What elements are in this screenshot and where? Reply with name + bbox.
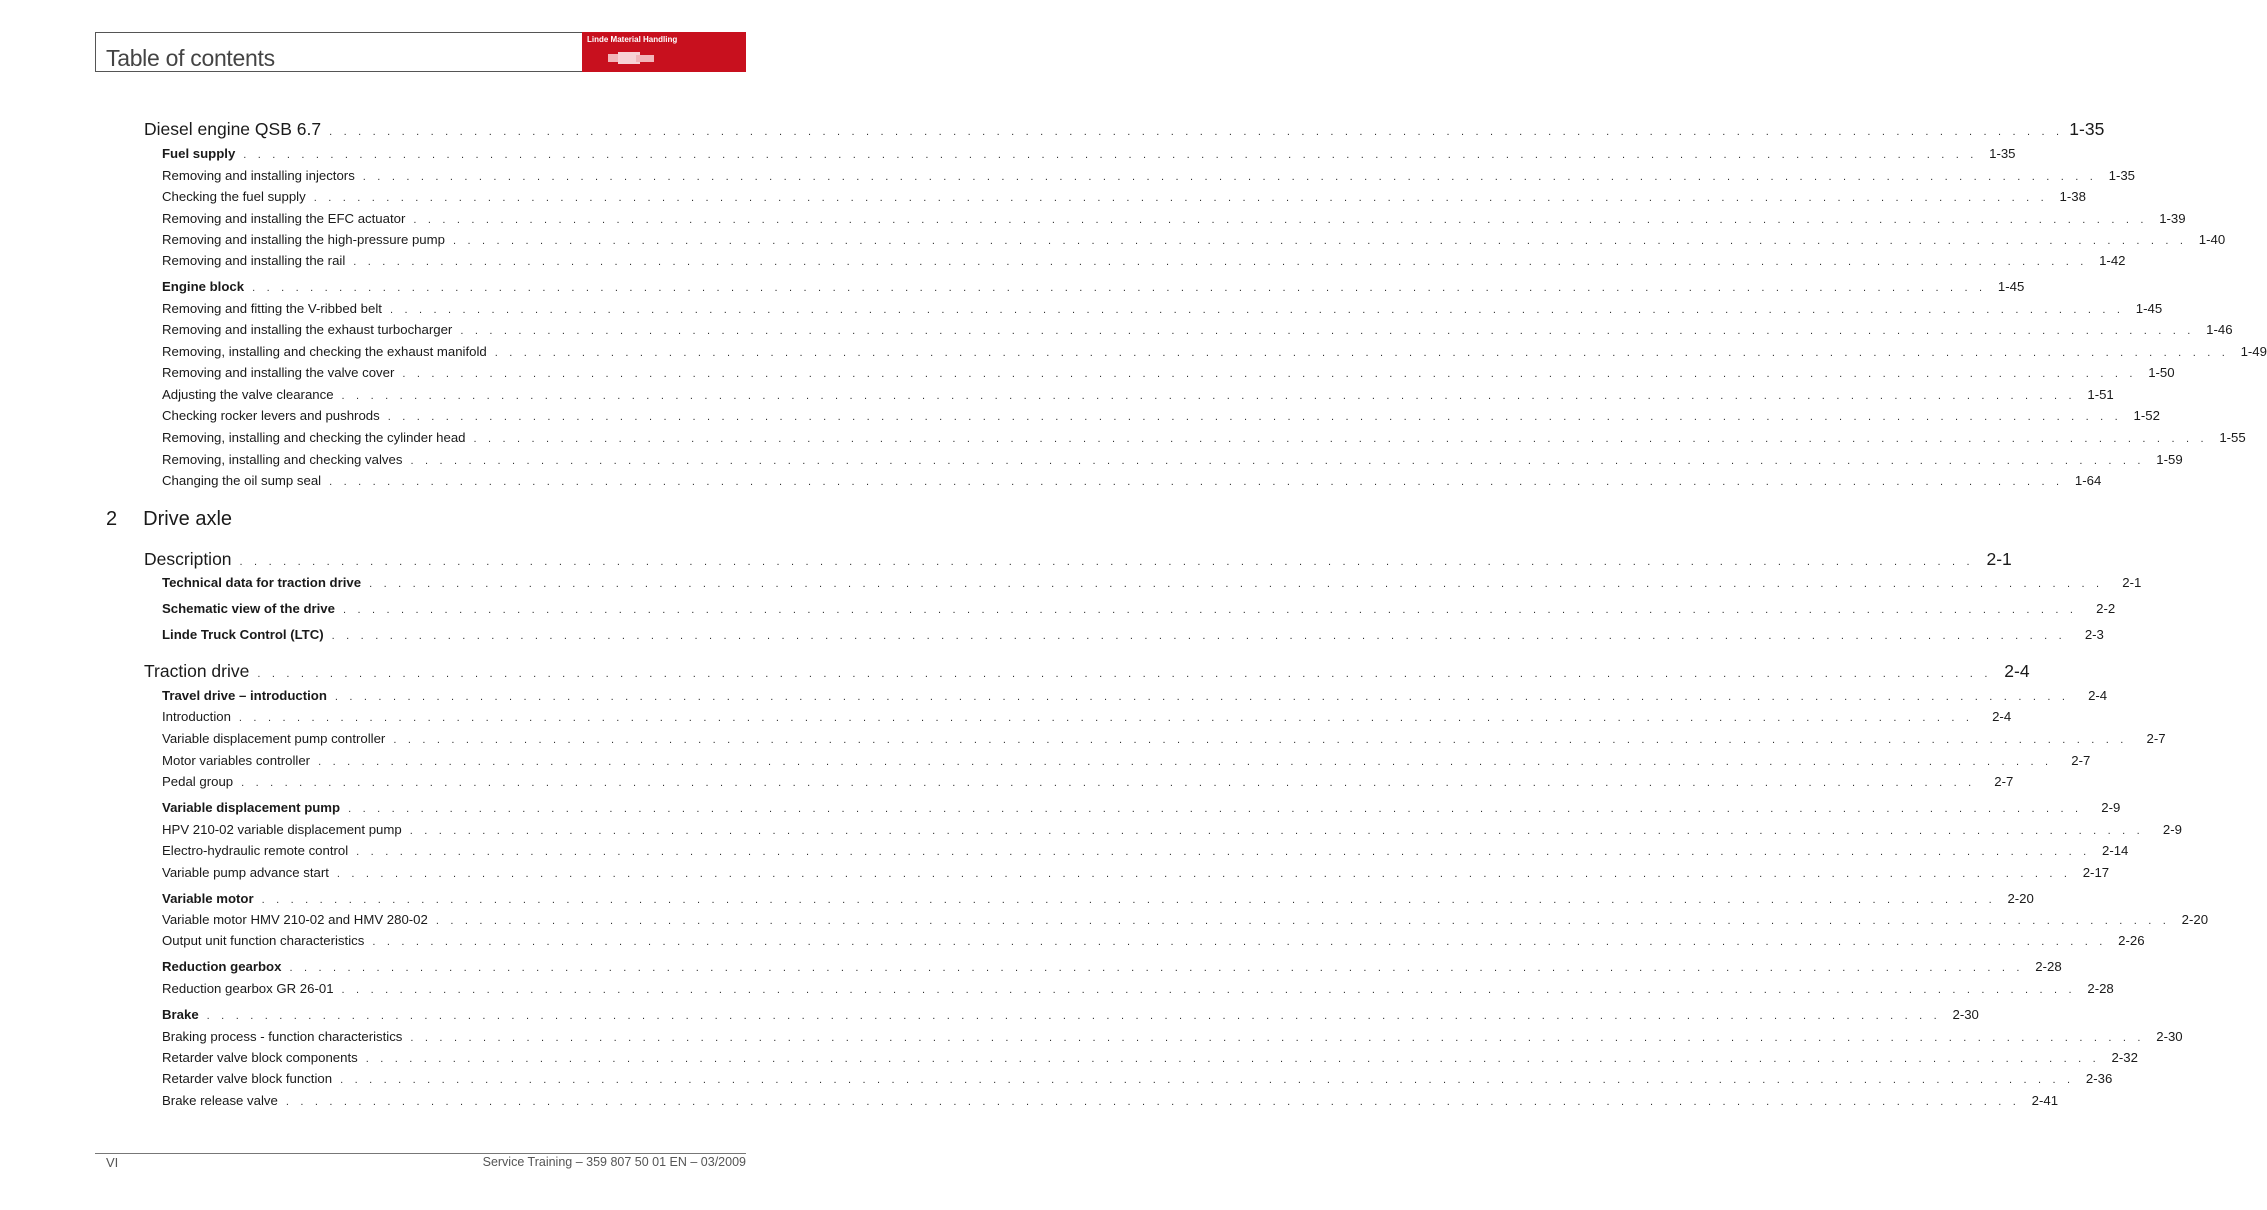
toc-entry-page: 1-46 bbox=[2206, 322, 2233, 337]
toc-entry bbox=[162, 573, 2142, 593]
toc-leader-dots: . . . . . . . . . . . . . . . . . . . . . . . . . . . . . . . . . . . . . . . . . . . . . . . . . . . . . . . . . . . . . . . . . . . . . . . . . . . . . . . . . . . . . . . . . . . . . . . . . . . . . . . . . . . . . . . . . . . . . . . . bbox=[452, 235, 2188, 247]
toc-leader-dots: . . . . . . . . . . . . . . . . . . . . . . . . . . . . . . . . . . . . . . . . . . . . . . . . . . . . . . . . . . . . . . . . . . . . . . . . . . . . . . . . . . . . . . . . . . . . . . . . . . . . . . . . . . . . . . . . . . . . . . . . bbox=[341, 984, 2076, 996]
toc-entry bbox=[162, 471, 2102, 491]
toc-entry-page: 2-1 bbox=[2122, 575, 2142, 590]
toc-entry bbox=[162, 1091, 2059, 1111]
toc-entry-title: Diesel engine QSB 6.7 bbox=[144, 119, 322, 139]
toc-entry bbox=[162, 230, 2226, 250]
toc-entry-page: 2-7 bbox=[2071, 753, 2091, 768]
toc-entry-title: Changing the oil sump seal bbox=[162, 473, 322, 488]
toc-entry-title: Retarder valve block components bbox=[162, 1050, 358, 1065]
toc-entry-title: Variable displacement pump bbox=[162, 800, 341, 815]
chapter-heading bbox=[106, 508, 232, 531]
toc-leader-dots: . . . . . . . . . . . . . . . . . . . . . . . . . . . . . . . . . . . . . . . . . . . . . . . . . . . . . . . . . . . . . . . . . . . . . . . . . . . . . . . . . . . . . . . . . . . . . . . . . . . . . . . . . . . . . . . . . . . . . . . . bbox=[334, 691, 2070, 703]
toc-entry-page: 2-1 bbox=[1986, 549, 2012, 569]
toc-entry-title: Introduction bbox=[162, 709, 231, 724]
toc-entry bbox=[162, 1069, 2113, 1089]
toc-entry bbox=[162, 841, 2129, 861]
toc-entry-title: Removing and installing injectors bbox=[162, 168, 355, 183]
toc-leader-dots: . . . . . . . . . . . . . . . . . . . . . . . . . . . . . . . . . . . . . . . . . . . . . . . . . . . . . . . . . . . . . . . . . . . . . . . . . . . . . . . . . . . . . . . . . . . . . . . . . . . . . . . . . . . . . . . . . . . . . . . . bbox=[289, 962, 2024, 974]
toc-leader-dots: . . . . . . . . . . . . . . . . . . . . . . . . . . . . . . . . . . . . . . . . . . . . . . . . . . . . . . . . . . . . . . . . . . . . . . . . . . . . . . . . . . . . . . . . . . . . . . . . . . . . . . . . . . . . . . . . . . . . . . . . bbox=[365, 1053, 2100, 1065]
toc-entry-title: Removing, installing and checking the exhaust manifold bbox=[162, 344, 487, 359]
toc-entry-title: Traction drive bbox=[144, 661, 250, 681]
toc-entry-page: 2-14 bbox=[2102, 843, 2129, 858]
toc-entry-title: Variable displacement pump controller bbox=[162, 731, 386, 746]
toc-leader-dots: . . . . . . . . . . . . . . . . . . . . . . . . . . . . . . . . . . . . . . . . . . . . . . . . . . . . . . . . . . . . . . . . . . . . . . . . . . . . . . . . . . . . . . . . . . . . . . . . . . . . . . . . . . . . . . . . . . . . . . . . bbox=[329, 476, 2064, 488]
toc-entry bbox=[162, 320, 2233, 340]
toc-leader-dots: . . . . . . . . . . . . . . . . . . . . . . . . . . . . . . . . . . . . . . . . . . . . . . . . . . . . . . . . . . . . . . . . . . . . . . . . . . . . . . . . . . . . . . . . . . . . . . . . . . . . . . . . . . . . . . . . . . . . . . . . bbox=[206, 1010, 1941, 1022]
toc-entry-page: 2-36 bbox=[2085, 1071, 2113, 1086]
toc-section-heading bbox=[144, 658, 2030, 684]
toc-leader-dots: . . . . . . . . . . . . . . . . . . . . . . . . . . . . . . . . . . . . . . . . . . . . . . . . . . . . . . . . . . . . . . . . . . . . . . . . . . . . . . . . . . . . . . . . . . . . . . . . . . . . . . . . . . . . . . . . . . . . . . . . bbox=[409, 825, 2144, 837]
toc-leader-dots: . . . . . . . . . . . . . . . . . . . . . . . . . . . . . . . . . . . . . . . . . . . . . . . . . . . . . . . . . . . . . . . . . . . . . . . . . . . . . . . . . . . . . . . . . . . . . . . . . . . . . . . . . . . . . . . . . . . . . . . . bbox=[285, 1096, 2021, 1108]
toc-leader-dots: . . . . . . . . . . . . . . . . . . . . . . . . . . . . . . . . . . . . . . . . . . . . . . . . . . . . . . . . . . . . . . . . . . . . . . . . . . . . . . . . . . . . . . . . . . . . . . . . . . . . . . . . . . . . . . . . . . . . . . . . bbox=[410, 1032, 2145, 1044]
toc-section-heading bbox=[144, 546, 2012, 572]
chapter-title: Drive axle bbox=[143, 508, 233, 530]
toc-entry-title: HPV 210-02 variable displacement pump bbox=[162, 822, 402, 837]
toc-leader-dots: . . . . . . . . . . . . . . . . . . . . . . . . . . . . . . . . . . . . . . . . . . . . . . . . . . . . . . . . . . . . . . . . . . . . . . . . . . . . . . . . . . . . . . . . . . . . . . . . . . . . . . . . . . . . . . . . . . . . . . . . bbox=[389, 304, 2125, 316]
toc-leader-dots: . . . . . . . . . . . . . . . . . . . . . . . . . . . . . . . . . . . . . . . . . . . . . . . . . . . . . . . . . . . . . . . . . . . . . . . . . . . . . . . . . . . . . . . . . . . . . . . . . . . . . . . . . . . . . . . . . . . . . . . . bbox=[238, 712, 1974, 724]
toc-entry-title: Adjusting the valve clearance bbox=[162, 387, 334, 402]
toc-entry-title: Removing and fitting the V-ribbed belt bbox=[162, 301, 382, 316]
toc-entry-title: Removing, installing and checking valves bbox=[162, 452, 403, 467]
toc-entry-title: Fuel supply bbox=[162, 146, 236, 161]
toc-leader-dots: . . . . . . . . . . . . . . . . . . . . . . . . . . . . . . . . . . . . . . . . . . . . . . . . . . . . . . . . . . . . . . . . . . . . . . . . . . . . . . . . . . . . . . . . . . . . . . . . . . . . . . . . . . . . . . . . . . . . . . . . bbox=[241, 777, 1976, 789]
toc-entry bbox=[162, 889, 2034, 909]
toc-entry-title: Brake bbox=[162, 1007, 199, 1022]
toc-entry bbox=[162, 863, 2110, 883]
toc-entry-title: Removing and installing the valve cover bbox=[162, 365, 395, 380]
page-title: Table of contents bbox=[106, 45, 275, 71]
toc-entry-title: Engine block bbox=[162, 279, 245, 294]
toc-entry-title: Motor variables controller bbox=[162, 753, 311, 768]
toc-entry-page: 1-55 bbox=[2219, 430, 2246, 445]
toc-leader-dots: . . . . . . . . . . . . . . . . . . . . . . . . . . . . . . . . . . . . . . . . . . . . . . . . . . . . . . . . . . . . . . . . . . . . . . . . . . . . . . . . . . . . . . . . . . . . . . . . . . . . . . . . . . . . . . . . . . . . . . . . bbox=[329, 126, 2064, 138]
toc-entry bbox=[162, 599, 2116, 619]
toc-leader-dots: . . . . . . . . . . . . . . . . . . . . . . . . . . . . . . . . . . . . . . . . . . . . . . . . . . . . . . . . . . . . . . . . . . . . . . . . . . . . . . . . . . . . . . . . . . . . . . . . . . . . . . . . . . . . . . . . . . . . . . . . bbox=[393, 734, 2128, 746]
toc-entry bbox=[162, 209, 2186, 229]
toc-entry bbox=[162, 385, 2114, 405]
toc-entry-page: 2-3 bbox=[2084, 627, 2104, 642]
toc-entry bbox=[162, 1005, 1979, 1025]
toc-entry bbox=[162, 428, 2246, 448]
toc-entry bbox=[162, 625, 2104, 645]
toc-entry-title: Checking the fuel supply bbox=[162, 189, 306, 204]
toc-entry bbox=[162, 729, 2166, 749]
toc-entry bbox=[162, 979, 2114, 999]
toc-entry-page: 1-40 bbox=[2198, 232, 2226, 247]
toc-entry-page: 2-41 bbox=[2031, 1093, 2059, 1108]
toc-entry-title: Technical data for traction drive bbox=[162, 575, 362, 590]
toc-entry-page: 1-35 bbox=[2069, 119, 2105, 139]
toc-entry-title: Retarder valve block function bbox=[162, 1071, 333, 1086]
toc-entry-page: 1-35 bbox=[2108, 168, 2136, 183]
toc-entry-page: 1-39 bbox=[2159, 211, 2186, 226]
toc-entry bbox=[162, 686, 2108, 706]
toc-entry-page: 2-4 bbox=[2088, 688, 2108, 703]
toc-entry bbox=[162, 277, 2025, 297]
toc-leader-dots: . . . . . . . . . . . . . . . . . . . . . . . . . . . . . . . . . . . . . . . . . . . . . . . . . . . . . . . . . . . . . . . . . . . . . . . . . . . . . . . . . . . . . . . . . . . . . . . . . . . . . . . . . . . . . . . . . . . . . . . . bbox=[460, 325, 2195, 337]
toc-entry-page: 2-28 bbox=[2035, 959, 2062, 974]
toc-leader-dots: . . . . . . . . . . . . . . . . . . . . . . . . . . . . . . . . . . . . . . . . . . . . . . . . . . . . . . . . . . . . . . . . . . . . . . . . . . . . . . . . . . . . . . . . . . . . . . . . . . . . . . . . . . . . . . . . . . . . . . . . bbox=[257, 668, 1992, 680]
toc-entry-page: 2-2 bbox=[2096, 601, 2116, 616]
toc-entry-page: 2-20 bbox=[2181, 912, 2209, 927]
toc-entry bbox=[162, 1048, 2138, 1068]
toc-entry-page: 2-4 bbox=[2004, 661, 2030, 681]
toc-entry-title: Electro-hydraulic remote control bbox=[162, 843, 349, 858]
toc-entry-page: 2-9 bbox=[2162, 822, 2182, 837]
toc-entry-title: Variable motor bbox=[162, 891, 254, 906]
toc-entry bbox=[162, 1027, 2183, 1047]
toc-entry-title: Schematic view of the drive bbox=[162, 601, 335, 616]
toc-entry-page: 2-20 bbox=[2007, 891, 2034, 906]
toc-leader-dots: . . . . . . . . . . . . . . . . . . . . . . . . . . . . . . . . . . . . . . . . . . . . . . . . . . . . . . . . . . . . . . . . . . . . . . . . . . . . . . . . . . . . . . . . . . . . . . . . . . . . . . . . . . . . . . . . . . . . . . . . bbox=[336, 868, 2072, 880]
toc-entry bbox=[162, 798, 2121, 818]
toc-leader-dots: . . . . . . . . . . . . . . . . . . . . . . . . . . . . . . . . . . . . . . . . . . . . . . . . . . . . . . . . . . . . . . . . . . . . . . . . . . . . . . . . . . . . . . . . . . . . . . . . . . . . . . . . . . . . . . . . . . . . . . . . bbox=[494, 347, 2229, 359]
toc-entry-page: 2-7 bbox=[1994, 774, 2014, 789]
footer-reference: Service Training – 359 807 50 01 EN – 03/2009 bbox=[482, 1155, 746, 1169]
toc-entry-title: Reduction gearbox bbox=[162, 959, 282, 974]
toc-entry-title: Output unit function characteristics bbox=[162, 933, 365, 948]
toc-entry-page: 1-50 bbox=[2148, 365, 2175, 380]
toc-leader-dots: . . . . . . . . . . . . . . . . . . . . . . . . . . . . . . . . . . . . . . . . . . . . . . . . . . . . . . . . . . . . . . . . . . . . . . . . . . . . . . . . . . . . . . . . . . . . . . . . . . . . . . . . . . . . . . . . . . . . . . . . bbox=[362, 171, 2098, 183]
toc-entry-page: 2-7 bbox=[2146, 731, 2166, 746]
toc-entry-page: 1-45 bbox=[1997, 279, 2025, 294]
toc-leader-dots: . . . . . . . . . . . . . . . . . . . . . . . . . . . . . . . . . . . . . . . . . . . . . . . . . . . . . . . . . . . . . . . . . . . . . . . . . . . . . . . . . . . . . . . . . . . . . . . . . . . . . . . . . . . . . . . . . . . . . . . . bbox=[413, 214, 2148, 226]
toc-leader-dots: . . . . . . . . . . . . . . . . . . . . . . . . . . . . . . . . . . . . . . . . . . . . . . . . . . . . . . . . . . . . . . . . . . . . . . . . . . . . . . . . . . . . . . . . . . . . . . . . . . . . . . . . . . . . . . . . . . . . . . . . bbox=[340, 1074, 2075, 1086]
toc-section-heading bbox=[144, 116, 2105, 142]
toc-entry bbox=[162, 820, 2182, 840]
toc-leader-dots: . . . . . . . . . . . . . . . . . . . . . . . . . . . . . . . . . . . . . . . . . . . . . . . . . . . . . . . . . . . . . . . . . . . . . . . . . . . . . . . . . . . . . . . . . . . . . . . . . . . . . . . . . . . . . . . . . . . . . . . . bbox=[473, 433, 2208, 445]
toc-entry bbox=[162, 957, 2062, 977]
toc-leader-dots: . . . . . . . . . . . . . . . . . . . . . . . . . . . . . . . . . . . . . . . . . . . . . . . . . . . . . . . . . . . . . . . . . . . . . . . . . . . . . . . . . . . . . . . . . . . . . . . . . . . . . . . . . . . . . . . . . . . . . . . . bbox=[252, 282, 1987, 294]
toc-entry-page: 2-30 bbox=[2156, 1029, 2183, 1044]
toc-entry-title: Reduction gearbox GR 26-01 bbox=[162, 981, 334, 996]
toc-entry-page: 2-26 bbox=[2118, 933, 2145, 948]
toc-entry bbox=[162, 166, 2136, 186]
toc-entry bbox=[162, 406, 2160, 426]
brand-name: Linde Material Handling bbox=[587, 35, 678, 44]
toc-leader-dots: . . . . . . . . . . . . . . . . . . . . . . . . . . . . . . . . . . . . . . . . . . . . . . . . . . . . . . . . . . . . . . . . . . . . . . . . . . . . . . . . . . . . . . . . . . . . . . . . . . . . . . . . . . . . . . . . . . . . . . . . bbox=[435, 915, 2171, 927]
toc-entry-page: 2-32 bbox=[2111, 1050, 2138, 1065]
toc-entry-title: Removing and installing the exhaust turbocharger bbox=[162, 322, 453, 337]
toc-leader-dots: . . . . . . . . . . . . . . . . . . . . . . . . . . . . . . . . . . . . . . . . . . . . . . . . . . . . . . . . . . . . . . . . . . . . . . . . . . . . . . . . . . . . . . . . . . . . . . . . . . . . . . . . . . . . . . . . . . . . . . . . bbox=[261, 894, 1996, 906]
toc-entry-title: Description bbox=[144, 549, 232, 569]
toc-leader-dots: . . . . . . . . . . . . . . . . . . . . . . . . . . . . . . . . . . . . . . . . . . . . . . . . . . . . . . . . . . . . . . . . . . . . . . . . . . . . . . . . . . . . . . . . . . . . . . . . . . . . . . . . . . . . . . . . . . . . . . . . bbox=[372, 936, 2107, 948]
toc-entry-title: Braking process - function characteristics bbox=[162, 1029, 403, 1044]
toc-entry-title: Removing, installing and checking the cylinder head bbox=[162, 430, 466, 445]
toc-entry bbox=[162, 450, 2183, 470]
toc-entry-title: Removing and installing the high-pressure pump bbox=[162, 232, 445, 247]
toc-entry-page: 2-4 bbox=[1992, 709, 2012, 724]
footer-divider bbox=[95, 1153, 746, 1154]
toc-entry-page: 1-45 bbox=[2135, 301, 2163, 316]
toc-entry-page: 1-38 bbox=[2059, 189, 2086, 204]
toc-entry-title: Linde Truck Control (LTC) bbox=[162, 627, 324, 642]
toc-entry bbox=[162, 299, 2163, 319]
toc-entry-page: 1-64 bbox=[2074, 473, 2102, 488]
toc-entry-page: 1-42 bbox=[2099, 253, 2126, 268]
toc-entry-title: Removing and installing the rail bbox=[162, 253, 346, 268]
toc-entry-title: Checking rocker levers and pushrods bbox=[162, 408, 380, 423]
toc-entry-page: 1-51 bbox=[2087, 387, 2114, 402]
toc-entry-page: 1-59 bbox=[2156, 452, 2183, 467]
toc-leader-dots: . . . . . . . . . . . . . . . . . . . . . . . . . . . . . . . . . . . . . . . . . . . . . . . . . . . . . . . . . . . . . . . . . . . . . . . . . . . . . . . . . . . . . . . . . . . . . . . . . . . . . . . . . . . . . . . . . . . . . . . . bbox=[348, 803, 2083, 815]
toc-entry bbox=[162, 910, 2209, 930]
toc-entry-title: Variable pump advance start bbox=[162, 865, 329, 880]
toc-entry bbox=[162, 707, 2012, 727]
footer-page-number: VI bbox=[106, 1155, 119, 1170]
toc-leader-dots: . . . . . . . . . . . . . . . . . . . . . . . . . . . . . . . . . . . . . . . . . . . . . . . . . . . . . . . . . . . . . . . . . . . . . . . . . . . . . . . . . . . . . . . . . . . . . . . . . . . . . . . . . . . . . . . . . . . . . . . . bbox=[243, 149, 1978, 161]
toc-entry-page: 2-28 bbox=[2087, 981, 2114, 996]
toc-leader-dots: . . . . . . . . . . . . . . . . . . . . . . . . . . . . . . . . . . . . . . . . . . . . . . . . . . . . . . . . . . . . . . . . . . . . . . . . . . . . . . . . . . . . . . . . . . . . . . . . . . . . . . . . . . . . . . . . . . . . . . . . bbox=[331, 630, 2066, 642]
toc-entry bbox=[162, 363, 2175, 383]
toc-entry-page: 2-9 bbox=[2101, 800, 2121, 815]
toc-leader-dots: . . . . . . . . . . . . . . . . . . . . . . . . . . . . . . . . . . . . . . . . . . . . . . . . . . . . . . . . . . . . . . . . . . . . . . . . . . . . . . . . . . . . . . . . . . . . . . . . . . . . . . . . . . . . . . . . . . . . . . . . bbox=[313, 192, 2048, 204]
toc-entry-page: 1-52 bbox=[2133, 408, 2160, 423]
toc-entry bbox=[162, 931, 2145, 951]
toc-leader-dots: . . . . . . . . . . . . . . . . . . . . . . . . . . . . . . . . . . . . . . . . . . . . . . . . . . . . . . . . . . . . . . . . . . . . . . . . . . . . . . . . . . . . . . . . . . . . . . . . . . . . . . . . . . . . . . . . . . . . . . . . bbox=[356, 846, 2091, 858]
toc-leader-dots: . . . . . . . . . . . . . . . . . . . . . . . . . . . . . . . . . . . . . . . . . . . . . . . . . . . . . . . . . . . . . . . . . . . . . . . . . . . . . . . . . . . . . . . . . . . . . . . . . . . . . . . . . . . . . . . . . . . . . . . . bbox=[239, 556, 1974, 568]
toc-entry-title: Variable motor HMV 210-02 and HMV 280-02 bbox=[162, 912, 428, 927]
chapter-number: 2 bbox=[106, 508, 118, 530]
toc-leader-dots: . . . . . . . . . . . . . . . . . . . . . . . . . . . . . . . . . . . . . . . . . . . . . . . . . . . . . . . . . . . . . . . . . . . . . . . . . . . . . . . . . . . . . . . . . . . . . . . . . . . . . . . . . . . . . . . . . . . . . . . . bbox=[387, 411, 2122, 423]
toc-entry-title: Travel drive – introduction bbox=[162, 688, 327, 703]
toc-leader-dots: . . . . . . . . . . . . . . . . . . . . . . . . . . . . . . . . . . . . . . . . . . . . . . . . . . . . . . . . . . . . . . . . . . . . . . . . . . . . . . . . . . . . . . . . . . . . . . . . . . . . . . . . . . . . . . . . . . . . . . . . bbox=[318, 756, 2053, 768]
toc-entry-title: Pedal group bbox=[162, 774, 234, 789]
toc-entry-page: 1-35 bbox=[1989, 146, 2016, 161]
toc-entry-page: 1-49 bbox=[2240, 344, 2267, 359]
toc-leader-dots: . . . . . . . . . . . . . . . . . . . . . . . . . . . . . . . . . . . . . . . . . . . . . . . . . . . . . . . . . . . . . . . . . . . . . . . . . . . . . . . . . . . . . . . . . . . . . . . . . . . . . . . . . . . . . . . . . . . . . . . . bbox=[402, 368, 2137, 380]
toc-entry bbox=[162, 187, 2086, 207]
toc-entry bbox=[162, 144, 2016, 164]
toc-entry-page: 2-30 bbox=[1952, 1007, 1979, 1022]
toc-entry-title: Brake release valve bbox=[162, 1093, 278, 1108]
toc-leader-dots: . . . . . . . . . . . . . . . . . . . . . . . . . . . . . . . . . . . . . . . . . . . . . . . . . . . . . . . . . . . . . . . . . . . . . . . . . . . . . . . . . . . . . . . . . . . . . . . . . . . . . . . . . . . . . . . . . . . . . . . . bbox=[369, 578, 2104, 590]
toc-entry bbox=[162, 772, 2014, 792]
toc-entry bbox=[162, 251, 2126, 271]
toc-entry bbox=[162, 751, 2091, 771]
toc-entry-title: Removing and installing the EFC actuator bbox=[162, 211, 406, 226]
toc-entry-page: 2-17 bbox=[2082, 865, 2110, 880]
toc-leader-dots: . . . . . . . . . . . . . . . . . . . . . . . . . . . . . . . . . . . . . . . . . . . . . . . . . . . . . . . . . . . . . . . . . . . . . . . . . . . . . . . . . . . . . . . . . . . . . . . . . . . . . . . . . . . . . . . . . . . . . . . . bbox=[341, 390, 2076, 402]
toc-leader-dots: . . . . . . . . . . . . . . . . . . . . . . . . . . . . . . . . . . . . . . . . . . . . . . . . . . . . . . . . . . . . . . . . . . . . . . . . . . . . . . . . . . . . . . . . . . . . . . . . . . . . . . . . . . . . . . . . . . . . . . . . bbox=[353, 256, 2088, 268]
toc-entry bbox=[162, 342, 2267, 362]
toc-leader-dots: . . . . . . . . . . . . . . . . . . . . . . . . . . . . . . . . . . . . . . . . . . . . . . . . . . . . . . . . . . . . . . . . . . . . . . . . . . . . . . . . . . . . . . . . . . . . . . . . . . . . . . . . . . . . . . . . . . . . . . . . bbox=[342, 604, 2078, 616]
toc-leader-dots: . . . . . . . . . . . . . . . . . . . . . . . . . . . . . . . . . . . . . . . . . . . . . . . . . . . . . . . . . . . . . . . . . . . . . . . . . . . . . . . . . . . . . . . . . . . . . . . . . . . . . . . . . . . . . . . . . . . . . . . . bbox=[410, 455, 2145, 467]
